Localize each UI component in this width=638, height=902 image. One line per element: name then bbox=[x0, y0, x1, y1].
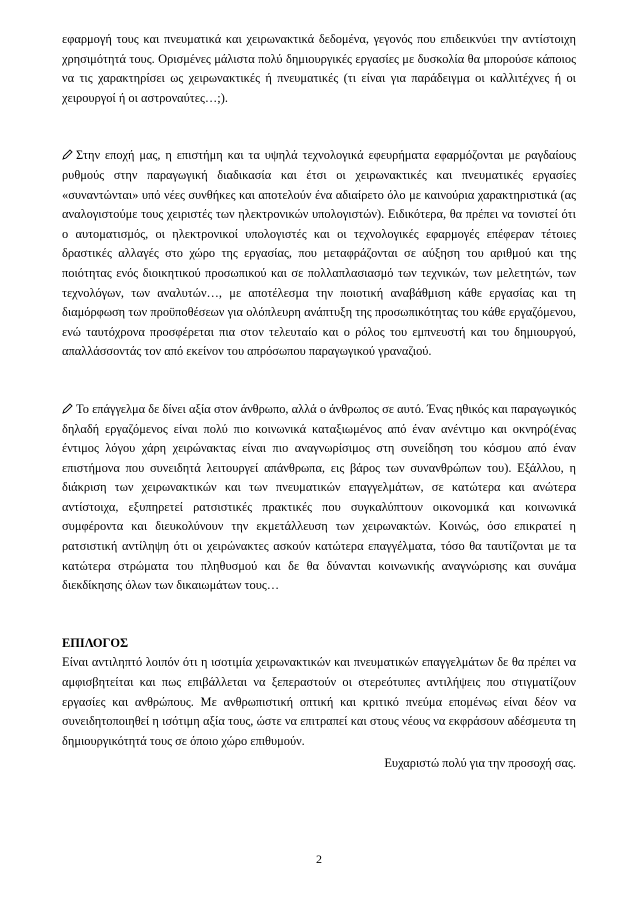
paragraph-intro: εφαρμογή τους και πνευματικά και χειρωνακτικά δεδομένα, γεγονός που επιδεικνύει την αντίστοιχη χρησιμότητά τους. Ορισμένες μάλιστα πολύ δημιουργικές εργασίες με δυσκολία θα μπορούσε κάποιος να τις χαρακτηρίσει ως χειρωνακτικές ή πνευματικές (τι είναι για παράδειγμα οι καλλιτέχνες ή οι χειρουργοί ή οι αστροναύτες…;). bbox=[62, 32, 576, 105]
document-page bbox=[62, 30, 576, 774]
paragraph-profession bbox=[62, 400, 576, 596]
epilogue-heading: ΕΠΙΛΟΓΟΣ bbox=[62, 635, 129, 650]
paragraph-profession-text: Το επάγγελμα δε δίνει αξία στον άνθρωπο, αλλά ο άνθρωπος σε αυτό. Ένας ηθικός και παραγωγικός δηλαδή εργαζόμενος είναι πολύ πιο κοινωνικά καταξιωμένος από έναν ανέντιμο και οκνηρό(ένας έντιμος λόγου χάρη χειρώνακτας είναι πιο αναγνωρίσιμος στη συνείδηση του κόσμου από έναν επιστήμονα που συνειδητά λειτουργεί απάνθρωπα, εις βάρος των συνανθρώπων του). Εξάλλου, η διάκριση των χειρωνακτικών και των πνευματικών επαγγελμάτων, σε κατώτερα και ανώτερα αντίστοιχα, εξυπηρετεί ρατσιστικές πρακτικές που συγκαλύπτουν οικονομικά και κοινωνικά συμφέροντα και διευκολύνουν την εκμετάλλευση των χειρωνακτών. Κοινώς, όσο επικρατεί η ρατσιστική αντίληψη ότι οι χειρώνακτες ασκούν κατώτερα επαγγέλματα, τόσο θα ταυτίζονται με τα κατώτερα στρώματα του πληθυσμού και δε θα δύνανται κοινωνικής αναγνώρισης και συνάμα διεκδίκησης όλων των δικαιωμάτων τους… bbox=[62, 401, 576, 593]
pencil-icon bbox=[62, 146, 76, 166]
paragraph-technology bbox=[62, 146, 576, 362]
thanks-line: Ευχαριστώ πολύ για την προσοχή σας. bbox=[384, 756, 576, 771]
pencil-icon bbox=[62, 400, 76, 420]
page-number: 2 bbox=[316, 852, 322, 866]
epilogue-text: Είναι αντιληπτό λοιπόν ότι η ισοτιμία χειρωνακτικών και πνευματικών επαγγελμάτων δε θα πρέπει να αμφισβητείται και πως επιβάλλεται να ξεπεραστούν οι στερεότυπες αντιλήψεις που στιγματίζουν εργασίες και ανθρώπους. Με ανθρωπιστική οπτική και κριτικό πνεύμα επομένως είναι δέον να συνειδητοποιηθεί η ισότιμη αξία τους, ώστε να επιτραπεί και στους νέους να εκφράσουν αδέσμευτα τη δημιουργικότητά τους σε όποιο χώρο επιθυμούν. bbox=[62, 655, 576, 748]
paragraph-technology-text: Στην εποχή μας, η επιστήμη και τα υψηλά τεχνολογικά εφευρήματα εφαρμόζονται με ραγδαίους ρυθμούς στην παραγωγική διαδικασία και έτσι οι χειρωνακτικές και πνευματικές εργασίες «συναντώνται» υπό νέες συνθήκες και αποτελούν ένα αδιαίρετο όλο με καινούρια χαρακτηριστικά (ας αναλογιστούμε τους χειριστές των ηλεκτρονικών υπολογιστών). Ειδικότερα, θα πρέπει να τονιστεί ότι ο αυτοματισμός, οι ηλεκτρονικοί υπολογιστές και οι τεχνολογικές εφαρμογές επέφεραν τέτοιες δραστικές αλλαγές στο χώρο της εργασίας, που μεταφράζονται σε αύξηση του αριθμού και της ποιότητας ενός διοικητικού προσωπικού και σε πολλαπλασιασμό των τεχνικών, των μελετητών, των τεχνολόγων, των αναλυτών…, με αποτέλεσμα την ποιοτική αναβάθμιση κάθε εργασίας και τη διαμόρφωση των προϋποθέσεων για ολόπλευρη ανάπτυξη της προσωπικότητας του κάθε εργαζόμενου, ενώ ταυτόχρονα προσφέρεται πια στον τελευταίο και ο ρόλος του εμπνευστή και του δημιουργού, απαλλάσσοντάς τον από εκείνον του απρόσωπου παραγωγικού γραναζιού. bbox=[62, 148, 576, 359]
